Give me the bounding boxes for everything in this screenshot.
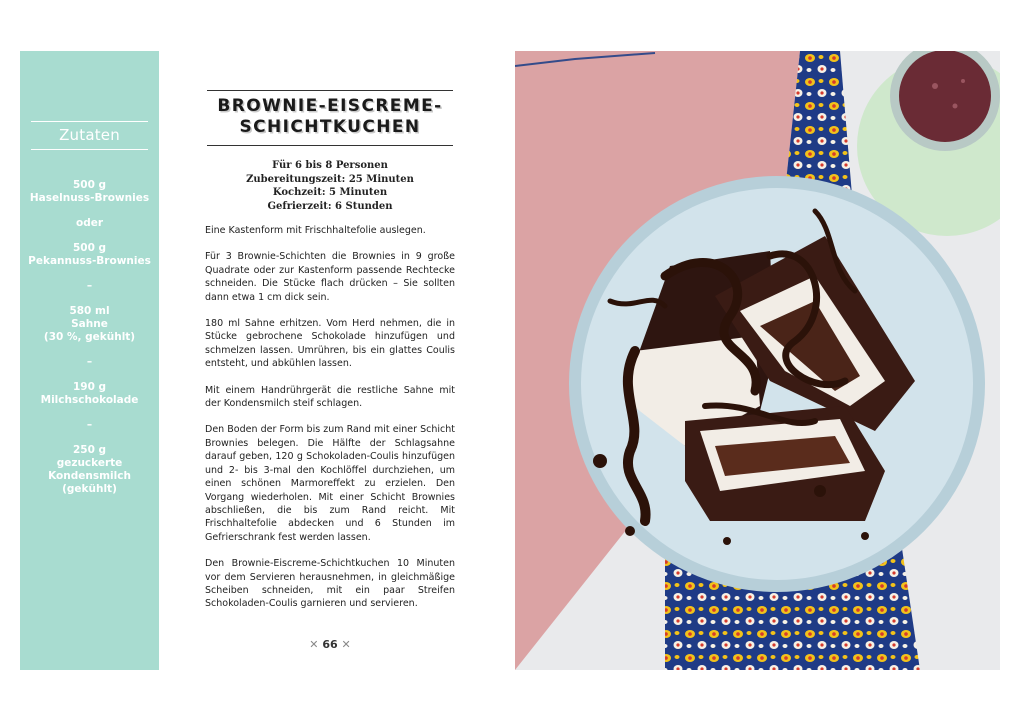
ingredient-line: 500 g [72,179,107,191]
step-paragraph: Eine Kastenform mit Frischhaltefolie auslegen. [205,225,426,236]
ornament-cross-icon: ✕ [341,638,351,651]
step-paragraph: Für 3 Brownie-Schichten die Brownies in 9 große Quadrate oder zur Kastenform passende Rechtecke schneiden. Die Stücke flach drücken – Sie sollten dann etwa 1 cm dick sein. [205,251,455,303]
ingredients-heading-box [31,121,148,150]
servings: Für 6 bis 8 Personen [272,160,388,171]
ingredient-item [20,242,159,268]
ingredient-line: 250 g [72,444,107,456]
ingredient-item [20,419,159,432]
prep-time: Zubereitungszeit: 25 Minuten [246,173,414,185]
page-number: 66 [322,638,338,651]
ingredients-sidebar [20,51,159,670]
ingredient-item [20,179,159,205]
ingredient-line: – [86,356,93,368]
step-paragraph: Den Brownie-Eiscreme-Schichtkuchen 10 Minuten vor dem Servieren herausnehmen, in gleichmäßige Scheiben schneiden, mit ein paar Streifen Schokoladen-Coulis garnieren und servieren. [205,558,455,610]
ingredient-item [20,217,159,230]
ingredient-line: – [86,280,93,292]
recipe-column [205,90,455,624]
ingredient-list [20,179,159,508]
ingredients-heading: Zutaten [59,126,120,144]
ingredient-item [20,444,159,496]
brownie-icecream-photo [515,51,1000,670]
page-number-footer [300,638,360,651]
ingredient-line: (30 %, gekühlt) [43,331,136,343]
recipe-title-line-1: BROWNIE-EISCREME- [217,96,443,116]
ornament-cross-icon: ✕ [309,638,319,651]
ingredient-line: Sahne [71,318,108,330]
freeze-time: Gefrierzeit: 6 Stunden [267,200,393,212]
jar-sauce [899,51,991,142]
ingredient-line: – [86,419,93,431]
ingredient-line: Kondensmilch [48,470,131,482]
step-paragraph: Mit einem Handrührgerät die restliche Sahne mit der Kondensmilch steif schlagen. [205,384,455,410]
ingredient-line: Haselnuss-Brownies [29,192,150,204]
ingredient-line: oder [75,217,104,229]
ingredient-line: Milchschokolade [40,394,139,406]
ingredient-item [20,305,159,344]
ingredient-item [20,280,159,293]
ingredient-line: Pekannuss-Brownies [28,255,151,267]
recipe-title-box [207,90,453,146]
recipe-steps [205,224,455,611]
recipe-title-line-2: SCHICHTKUCHEN [239,117,421,137]
step-paragraph: 180 ml Sahne erhitzen. Vom Herd nehmen, die in Stücke gebrochene Schokolade hinzufügen und schmelzen lassen. Umrühren, bis ein glattes Coulis entsteht, und abkühlen lassen. [205,318,455,370]
cook-time: Kochzeit: 5 Minuten [272,187,388,198]
photo-illustration [515,51,1000,670]
ingredient-line: 500 g [72,242,107,254]
ingredient-line: gezuckerte [56,457,123,469]
recipe-meta [205,159,455,213]
ingredient-line: (gekühlt) [62,483,117,495]
ingredient-item [20,356,159,369]
ingredient-line: 190 g [72,381,107,393]
ingredient-line: 580 ml [69,305,110,317]
ingredient-item [20,381,159,407]
step-paragraph: Den Boden der Form bis zum Rand mit einer Schicht Brownies belegen. Die Hälfte der Schlagsahne darauf geben, 120 g Schokoladen-Coulis hinzufügen und 2- bis 3-mal den Kochlöffel durchziehen, um einen schönen Marmoreffekt zu erzielen. Den Vorgang wiederholen. Mit einer Schicht Brownies abschließen, die bis zum Rand reicht. Mit Frischhaltefolie abdecken und 6 Stunden im Gefrierschrank fest werden lassen. [205,424,455,543]
